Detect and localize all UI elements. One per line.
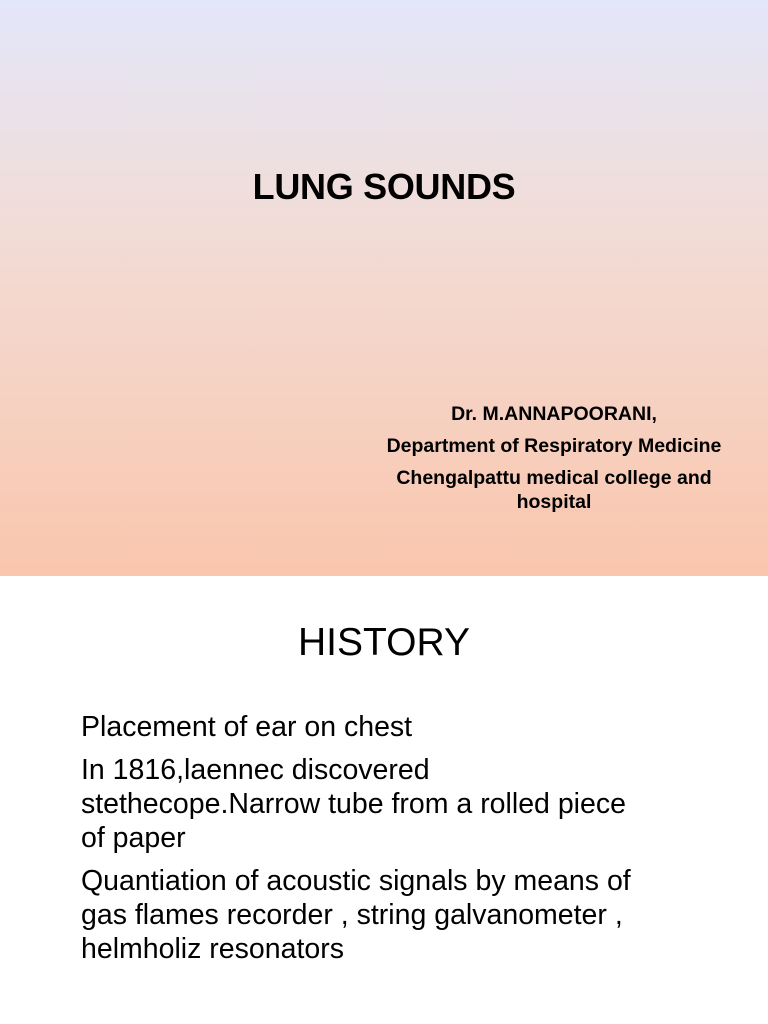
slide-subtitle xyxy=(356,402,752,514)
list-item-line: stethecope.Narrow tube from a rolled piece xyxy=(81,788,626,820)
list-item xyxy=(81,864,711,966)
list-item-line: helmholiz resonators xyxy=(81,933,344,965)
list-item xyxy=(81,710,711,744)
institution-name xyxy=(356,466,752,514)
list-item-line: In 1816,laennec discovered xyxy=(81,754,430,786)
institution-line: hospital xyxy=(516,491,592,513)
slide-title: HISTORY xyxy=(298,621,470,664)
author-name: Dr. M.ANNAPOORANI, xyxy=(451,403,657,425)
list-item-line: of paper xyxy=(81,822,186,854)
slide-title: LUNG SOUNDS xyxy=(252,166,516,207)
history-slide xyxy=(0,576,768,1024)
list-item-line: Quantiation of acoustic signals by means of xyxy=(81,865,631,897)
department-name: Department of Respiratory Medicine xyxy=(386,435,722,457)
list-item xyxy=(81,753,711,855)
bullet-list xyxy=(81,710,711,975)
institution-line: Chengalpattu medical college and xyxy=(396,467,712,489)
list-item-line: Placement of ear on chest xyxy=(81,711,413,743)
list-item-line: gas flames recorder , string galvanometer , xyxy=(81,899,623,931)
